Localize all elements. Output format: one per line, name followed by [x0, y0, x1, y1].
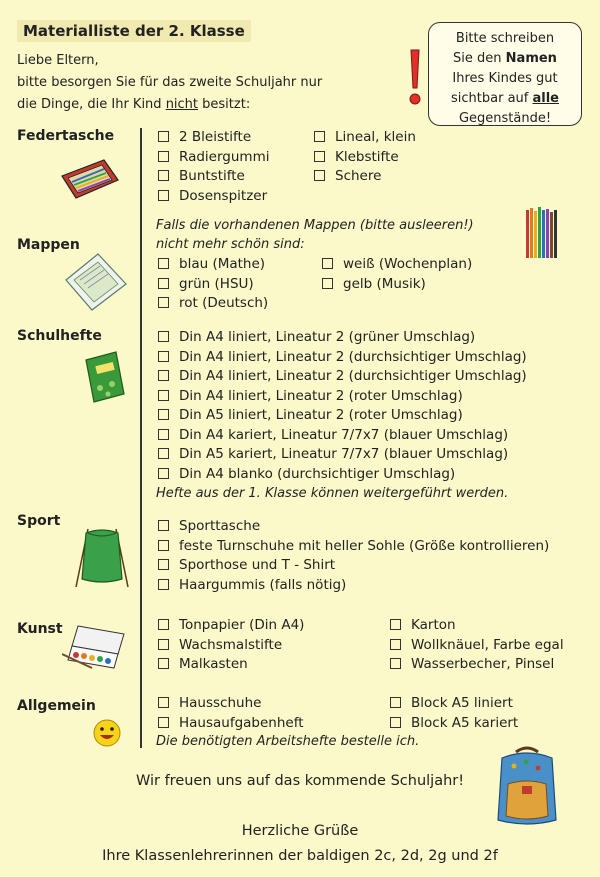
checkbox[interactable]	[158, 717, 169, 728]
checkbox[interactable]	[322, 278, 333, 289]
intro-line-2a: die Dinge, die Ihr Kind	[17, 97, 166, 112]
list-item	[158, 426, 527, 446]
item-label: Wachsmalstifte	[179, 636, 283, 653]
section-divider	[140, 128, 142, 748]
item-label: Radiergummi	[179, 148, 270, 165]
intro-emphasis: nicht	[165, 97, 199, 112]
item-label: Din A4 liniert, Lineatur 2 (grüner Umschlag)	[179, 329, 476, 345]
list-item	[158, 445, 527, 465]
mappen-hint-line-2: nicht mehr schön sind:	[156, 237, 305, 252]
kunst-col2	[390, 616, 564, 675]
list-item	[322, 255, 472, 275]
item-label: Haargummis (falls nötig)	[179, 576, 347, 593]
intro-greeting: Liebe Eltern,	[17, 53, 99, 68]
list-item	[158, 517, 549, 537]
checkbox[interactable]	[314, 131, 325, 142]
checkbox[interactable]	[158, 639, 169, 650]
checkbox[interactable]	[158, 658, 169, 669]
section-label-schulhefte: Schulhefte	[17, 328, 102, 344]
list-item	[158, 537, 549, 557]
item-label: Schere	[335, 168, 382, 184]
note-line-3: Ihres Kindes gut	[452, 71, 558, 86]
list-item	[390, 694, 518, 714]
exclamation-icon	[408, 48, 422, 108]
list-item	[158, 328, 527, 348]
schulhefte-list	[158, 328, 527, 484]
checkbox[interactable]	[158, 170, 169, 181]
checkbox[interactable]	[390, 658, 401, 669]
list-item	[390, 714, 518, 734]
list-item	[322, 275, 472, 295]
item-label: Din A5 kariert, Lineatur 7/7x7 (blauer Umschlag)	[179, 446, 509, 462]
item-label: rot (Deutsch)	[179, 295, 269, 311]
section-label-sport: Sport	[17, 513, 61, 529]
list-item	[390, 636, 564, 656]
note-emphasis-name: Namen	[505, 51, 557, 66]
list-item	[390, 655, 564, 675]
list-item	[158, 655, 304, 675]
note-line-4a: sichtbar auf	[451, 91, 533, 106]
checkbox[interactable]	[158, 579, 169, 590]
checkbox[interactable]	[158, 258, 169, 269]
checkbox[interactable]	[390, 697, 401, 708]
section-label-kunst: Kunst	[17, 621, 63, 637]
list-item	[158, 636, 304, 656]
list-item	[158, 556, 549, 576]
checkbox[interactable]	[158, 559, 169, 570]
closing-line-1: Wir freuen uns auf das kommende Schuljahr!	[135, 773, 465, 789]
checkbox[interactable]	[158, 278, 169, 289]
list-item	[158, 616, 304, 636]
list-item	[314, 148, 416, 168]
item-label: grün (HSU)	[179, 275, 254, 292]
checkbox[interactable]	[390, 619, 401, 630]
notebook-illustration	[80, 350, 128, 406]
item-label: gelb (Musik)	[343, 275, 426, 292]
item-label: Block A5 liniert	[411, 695, 513, 711]
item-label: Wasserbecher, Pinsel	[411, 656, 555, 672]
intro-line-2c: besitzt:	[198, 97, 251, 112]
item-label: Din A4 kariert, Lineatur 7/7x7 (blauer Umschlag)	[179, 426, 509, 443]
item-label: blau (Mathe)	[179, 256, 266, 272]
mappen-col1	[158, 255, 268, 314]
list-item	[390, 616, 564, 636]
federtasche-col2	[314, 128, 416, 187]
allgemein-hint: Die benötigten Arbeitshefte bestelle ich.	[156, 734, 420, 749]
list-item	[158, 275, 268, 295]
checkbox[interactable]	[158, 190, 169, 201]
intro-line-2	[17, 94, 322, 116]
list-item	[158, 576, 549, 596]
section-label-federtasche: Federtasche	[17, 128, 115, 144]
checkbox[interactable]	[158, 351, 169, 362]
checkbox[interactable]	[158, 697, 169, 708]
list-item	[158, 694, 304, 714]
checkbox[interactable]	[158, 619, 169, 630]
item-label: feste Turnschuhe mit heller Sohle (Größe kontrollieren)	[179, 537, 550, 554]
item-label: Wollknäuel, Farbe egal	[411, 636, 564, 653]
list-item	[158, 255, 268, 275]
list-item	[158, 348, 527, 368]
federtasche-col1	[158, 128, 269, 206]
list-item	[158, 406, 527, 426]
schulhefte-hint: Hefte aus der 1. Klasse können weitergeführt werden.	[156, 486, 509, 501]
item-label: Sporthose und T - Shirt	[179, 557, 336, 573]
item-label: Klebstifte	[335, 148, 399, 165]
allgemein-col1	[158, 694, 304, 733]
checkbox[interactable]	[158, 297, 169, 308]
list-item	[158, 465, 527, 485]
list-item	[314, 128, 416, 148]
item-label: Block A5 kariert	[411, 714, 519, 731]
item-label: 2 Bleistifte	[179, 129, 252, 145]
note-line-2	[429, 49, 581, 69]
list-item	[158, 187, 269, 207]
item-label: Malkasten	[179, 656, 248, 672]
list-item	[314, 167, 416, 187]
item-label: Dosenspitzer	[179, 187, 268, 204]
list-item	[158, 294, 268, 314]
checkbox[interactable]	[314, 170, 325, 181]
checkbox[interactable]	[158, 370, 169, 381]
checkbox[interactable]	[158, 131, 169, 142]
note-line-4	[429, 89, 581, 109]
folder-illustration	[62, 250, 130, 314]
list-item	[158, 367, 527, 387]
note-emphasis-all: alle	[532, 91, 559, 106]
closing-greeting: Herzliche Grüße	[241, 823, 359, 839]
list-item	[158, 128, 269, 148]
item-label: Din A5 liniert, Lineatur 2 (roter Umschlag)	[179, 407, 463, 423]
item-label: Buntstifte	[179, 168, 245, 184]
checkbox[interactable]	[158, 448, 169, 459]
intro-text	[17, 50, 322, 116]
intro-line-1: bitte besorgen Sie für das zweite Schuljahr nur	[17, 75, 323, 90]
checkbox[interactable]	[158, 151, 169, 162]
item-label: Din A4 blanko (durchsichtiger Umschlag)	[179, 465, 456, 482]
sport-list	[158, 517, 549, 595]
section-label-allgemein: Allgemein	[17, 698, 96, 714]
item-label: Lineal, klein	[335, 129, 416, 145]
section-label-mappen: Mappen	[17, 237, 80, 253]
mappen-col2	[322, 255, 472, 294]
colored-pencils-illustration	[524, 204, 558, 262]
checkbox[interactable]	[158, 468, 169, 479]
paint-box-illustration	[62, 624, 130, 670]
checkbox[interactable]	[158, 409, 169, 420]
gym-bag-illustration	[74, 525, 130, 589]
list-item	[158, 714, 304, 734]
item-label: Din A4 liniert, Lineatur 2 (durchsichtiger Umschlag)	[179, 348, 527, 365]
note-line-2a: Sie den	[453, 51, 506, 66]
page-title: Materialliste der 2. Klasse	[17, 20, 251, 42]
item-label: Hausschuhe	[179, 695, 262, 711]
item-label: weiß (Wochenplan)	[343, 256, 473, 272]
checkbox[interactable]	[158, 520, 169, 531]
closing-signature: Ihre Klassenlehrerinnen der baldigen 2c, 2d, 2g und 2f	[102, 848, 498, 864]
item-label: Karton	[411, 617, 456, 633]
item-label: Sporttasche	[179, 518, 261, 534]
item-label: Din A4 liniert, Lineatur 2 (durchsichtiger Umschlag)	[179, 368, 527, 384]
mappen-hint	[156, 216, 474, 254]
allgemein-col2	[390, 694, 518, 733]
name-reminder-box	[428, 22, 582, 126]
checkbox[interactable]	[158, 429, 169, 440]
checkbox[interactable]	[322, 258, 333, 269]
checkbox[interactable]	[314, 151, 325, 162]
checkbox[interactable]	[390, 639, 401, 650]
pencil-case-illustration	[58, 156, 122, 204]
mappen-hint-line-1: Falls die vorhandenen Mappen (bitte ausleeren!)	[156, 218, 474, 233]
kunst-col1	[158, 616, 304, 675]
list-item	[158, 387, 527, 407]
item-label: Hausaufgabenheft	[179, 714, 304, 731]
smiley-icon	[92, 718, 122, 748]
checkbox[interactable]	[390, 717, 401, 728]
list-item	[158, 167, 269, 187]
note-line-5: Gegenstände!	[458, 111, 552, 126]
checkbox[interactable]	[158, 390, 169, 401]
checkbox[interactable]	[158, 331, 169, 342]
item-label: Tonpapier (Din A4)	[179, 617, 305, 633]
item-label: Din A4 liniert, Lineatur 2 (roter Umschlag)	[179, 387, 463, 404]
note-line-1: Bitte schreiben	[455, 31, 555, 46]
list-item	[158, 148, 269, 168]
checkbox[interactable]	[158, 540, 169, 551]
